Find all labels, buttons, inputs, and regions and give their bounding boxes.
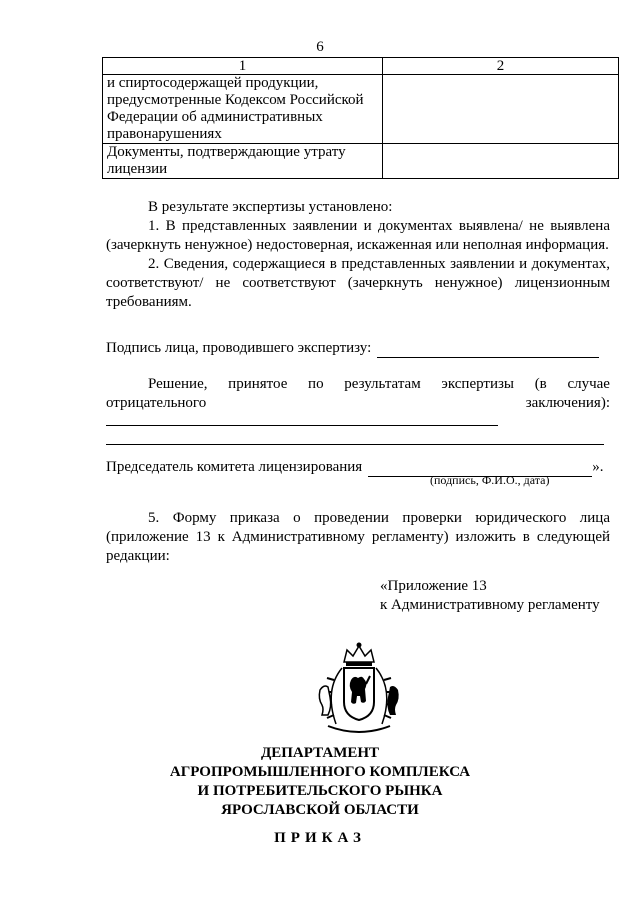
appendix-line-1: «Приложение 13: [380, 578, 487, 594]
chairman-end: ».: [592, 459, 604, 475]
decision-word: заключения):: [525, 395, 610, 411]
decision-block: [106, 375, 610, 445]
expertise-results: [106, 198, 610, 312]
decision-word: случае: [567, 376, 610, 392]
signature-line: [106, 339, 610, 358]
table-row: [103, 144, 619, 179]
decision-word: отрицательного: [106, 395, 207, 411]
decision-word: результатам: [344, 376, 421, 392]
table-cell: и спиртосодержащей продукции, предусмотренные Кодексом Российской Федерации об административных правонарушениях: [103, 75, 383, 144]
table-header-cell: 1: [103, 58, 383, 75]
decision-blank-1: [106, 411, 498, 426]
department-line-1: ДЕПАРТАМЕНТ: [260, 745, 380, 761]
page-number: 6: [316, 39, 324, 55]
yaroslavl-coat-of-arms-icon: [314, 640, 404, 736]
chairman-note: (подпись, Ф.И.О., дата): [430, 473, 550, 487]
department-line-4: ЯРОСЛАВСКОЙ ОБЛАСТИ: [221, 802, 419, 818]
appendix-note: [380, 577, 600, 615]
decision-word: по: [308, 376, 324, 392]
decision-word: принятое: [228, 376, 288, 392]
table-cell: [383, 75, 619, 144]
decision-line-1: [106, 375, 610, 394]
table-header-cell: 2: [383, 58, 619, 75]
result-item-2: 2. Сведения, содержащиеся в представленных заявлении и документах, соответствуют/ не соответствуют (зачеркнуть ненужное) лицензионным требованиям.: [106, 256, 610, 310]
signature-label: Подпись лица, проводившего экспертизу:: [106, 340, 372, 356]
decision-word: Решение,: [148, 376, 208, 392]
results-intro: В результате экспертизы установлено:: [148, 199, 393, 215]
signature-blank: [377, 343, 599, 358]
decision-blank-2: [106, 430, 604, 445]
result-item-1: 1. В представленных заявлении и документах выявлена/ не выявлена (зачеркнуть ненужное) недостоверная, искаженная или неполная информация.: [106, 218, 610, 253]
table-cell: Документы, подтверждающие утрату лицензии: [103, 144, 383, 179]
item-5: [106, 509, 610, 566]
order-title: ПРИКАЗ: [274, 830, 366, 846]
decision-word: (в: [534, 376, 547, 392]
table-header-row: [103, 58, 619, 75]
item-5-text: 5. Форму приказа о проведении проверки юридического лица (приложение 13 к Административному регламенту) изложить в следующей редакции:: [106, 510, 610, 564]
decision-word: экспертизы: [441, 376, 514, 392]
document-table: [102, 57, 619, 179]
chairman-label: Председатель комитета лицензирования: [106, 459, 363, 475]
appendix-line-2: к Административному регламенту: [380, 597, 600, 613]
table-row: [103, 75, 619, 144]
table-cell: [383, 144, 619, 179]
department-heading: [0, 744, 640, 820]
department-line-2: АГРОПРОМЫШЛЕННОГО КОМПЛЕКСА: [169, 764, 471, 780]
department-line-3: И ПОТРЕБИТЕЛЬСКОГО РЫНКА: [197, 783, 443, 799]
